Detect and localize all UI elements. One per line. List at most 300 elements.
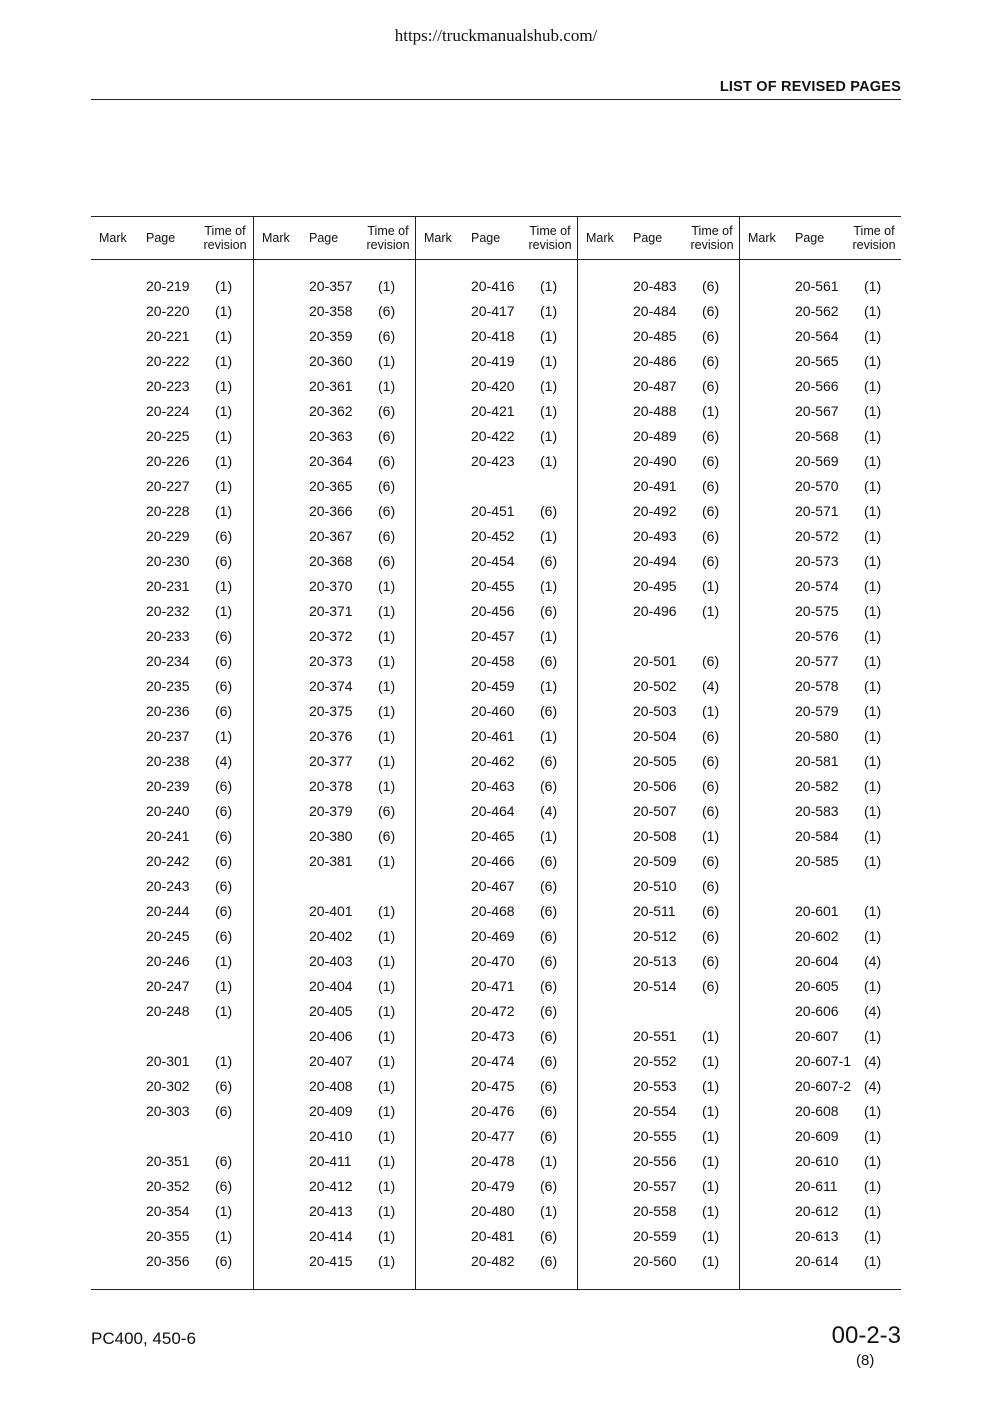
revision-cell: (6) — [215, 1103, 233, 1119]
revision-cell: (1) — [215, 1203, 233, 1219]
revision-cell: (6) — [215, 528, 233, 544]
page-cell: 20-228 — [146, 503, 190, 519]
page-cell: 20-240 — [146, 803, 190, 819]
table-row — [254, 775, 416, 800]
page-cell: 20-494 — [633, 553, 677, 569]
table-row — [416, 325, 578, 350]
page-cell: 20-551 — [633, 1028, 677, 1044]
page-cell: 20-609 — [795, 1128, 839, 1144]
table-row — [740, 1225, 902, 1250]
page-cell: 20-361 — [309, 378, 353, 394]
table-row — [254, 1025, 416, 1050]
page-cell: 20-570 — [795, 478, 839, 494]
table-row — [91, 875, 253, 900]
column-header-time-line2: revision — [690, 238, 734, 252]
table-row — [740, 1200, 902, 1225]
table-row — [254, 950, 416, 975]
page-cell: 20-469 — [471, 928, 515, 944]
table-row — [416, 525, 578, 550]
table-row — [740, 700, 902, 725]
page-cell: 20-478 — [471, 1153, 515, 1169]
table-row — [416, 450, 578, 475]
table-rows — [740, 275, 902, 1275]
revision-cell: (6) — [702, 978, 720, 994]
page-cell: 20-490 — [633, 453, 677, 469]
table-row — [254, 975, 416, 1000]
page-cell: 20-414 — [309, 1228, 353, 1244]
table-row — [254, 875, 416, 900]
table-row — [578, 425, 740, 450]
page-cell: 20-235 — [146, 678, 190, 694]
revision-cell: (6) — [378, 303, 396, 319]
revision-cell: (1) — [702, 1128, 720, 1144]
revision-cell: (6) — [702, 503, 720, 519]
table-row — [578, 275, 740, 300]
page-cell: 20-404 — [309, 978, 353, 994]
table-row — [416, 1250, 578, 1275]
revision-cell: (1) — [864, 578, 882, 594]
page-cell: 20-487 — [633, 378, 677, 394]
page-cell: 20-419 — [471, 353, 515, 369]
table-row — [254, 300, 416, 325]
revision-cell: (4) — [702, 678, 720, 694]
page-cell: 20-229 — [146, 528, 190, 544]
revision-cell: (6) — [540, 778, 558, 794]
table-row — [416, 1075, 578, 1100]
revision-cell: (1) — [540, 353, 558, 369]
table-row — [254, 350, 416, 375]
revision-cell: (1) — [702, 1053, 720, 1069]
table-row — [91, 800, 253, 825]
table-row — [740, 725, 902, 750]
revision-cell: (1) — [702, 1203, 720, 1219]
table-row — [91, 300, 253, 325]
table-row — [91, 1025, 253, 1050]
table-row — [578, 650, 740, 675]
table-row — [578, 375, 740, 400]
page-cell: 20-370 — [309, 578, 353, 594]
table-row — [91, 650, 253, 675]
revision-cell: (6) — [215, 1253, 233, 1269]
revision-cell: (6) — [378, 403, 396, 419]
revision-cell: (6) — [702, 378, 720, 394]
table-row — [740, 875, 902, 900]
table-row — [91, 350, 253, 375]
table-row — [416, 425, 578, 450]
table-row — [740, 775, 902, 800]
revision-cell: (1) — [702, 603, 720, 619]
revision-cell: (1) — [864, 803, 882, 819]
revision-cell: (1) — [864, 353, 882, 369]
page-cell: 20-506 — [633, 778, 677, 794]
page-cell: 20-555 — [633, 1128, 677, 1144]
table-row — [91, 775, 253, 800]
page-cell: 20-237 — [146, 728, 190, 744]
table-row — [578, 850, 740, 875]
page-cell: 20-486 — [633, 353, 677, 369]
table-row — [416, 775, 578, 800]
page-cell: 20-239 — [146, 778, 190, 794]
revision-cell: (1) — [378, 903, 396, 919]
page-cell: 20-612 — [795, 1203, 839, 1219]
revision-cell: (1) — [702, 578, 720, 594]
table-row — [91, 1000, 253, 1025]
table-row — [254, 1075, 416, 1100]
revision-cell: (4) — [864, 1078, 882, 1094]
table-row — [740, 1000, 902, 1025]
table-row — [740, 850, 902, 875]
column-header-mark: Mark — [748, 231, 776, 245]
revision-cell: (1) — [864, 1153, 882, 1169]
page-cell: 20-495 — [633, 578, 677, 594]
page-title: LIST OF REVISED PAGES — [719, 79, 901, 95]
page-cell: 20-512 — [633, 928, 677, 944]
revision-cell: (1) — [702, 1228, 720, 1244]
page-cell: 20-468 — [471, 903, 515, 919]
revision-cell: (1) — [378, 953, 396, 969]
revision-cell: (6) — [215, 903, 233, 919]
page-cell: 20-375 — [309, 703, 353, 719]
revision-cell: (6) — [540, 1253, 558, 1269]
revision-cell: (6) — [540, 703, 558, 719]
revision-cell: (6) — [702, 853, 720, 869]
table-row — [740, 650, 902, 675]
revision-cell: (1) — [378, 678, 396, 694]
revision-cell: (1) — [864, 403, 882, 419]
table-row — [578, 725, 740, 750]
revision-cell: (1) — [702, 1253, 720, 1269]
page-cell: 20-558 — [633, 1203, 677, 1219]
page-cell: 20-613 — [795, 1228, 839, 1244]
table-row — [416, 1150, 578, 1175]
page-cell: 20-502 — [633, 678, 677, 694]
table-row — [91, 1250, 253, 1275]
column-header-time-line2: revision — [528, 238, 572, 252]
revision-cell: (1) — [864, 1228, 882, 1244]
page-cell: 20-236 — [146, 703, 190, 719]
table-row — [416, 1025, 578, 1050]
page-cell: 20-451 — [471, 503, 515, 519]
page-cell: 20-474 — [471, 1053, 515, 1069]
table-row — [740, 275, 902, 300]
page-cell: 20-580 — [795, 728, 839, 744]
table-row — [416, 1100, 578, 1125]
revision-cell: (1) — [378, 1128, 396, 1144]
page-cell: 20-511 — [633, 903, 676, 919]
page-cell: 20-224 — [146, 403, 190, 419]
revision-cell: (1) — [215, 303, 233, 319]
column-header-page: Page — [146, 231, 176, 245]
page-cell: 20-243 — [146, 878, 190, 894]
revision-cell: (1) — [864, 503, 882, 519]
table-row — [416, 825, 578, 850]
revision-cell: (1) — [215, 453, 233, 469]
table-row — [740, 675, 902, 700]
page-revision: (8) — [856, 1352, 875, 1369]
table-row — [254, 500, 416, 525]
revision-cell: (1) — [864, 753, 882, 769]
table-row — [91, 400, 253, 425]
table-row — [578, 300, 740, 325]
revision-cell: (6) — [702, 903, 720, 919]
table-rows — [254, 275, 416, 1275]
page-cell: 20-477 — [471, 1128, 515, 1144]
revision-cell: (1) — [215, 503, 233, 519]
page-cell: 20-413 — [309, 1203, 353, 1219]
table-row — [91, 975, 253, 1000]
table-row — [416, 300, 578, 325]
revision-cell: (6) — [702, 428, 720, 444]
revision-cell: (1) — [378, 1053, 396, 1069]
table-row — [578, 825, 740, 850]
table-row — [91, 450, 253, 475]
revision-cell: (1) — [864, 928, 882, 944]
page-cell: 20-376 — [309, 728, 353, 744]
table-row — [91, 825, 253, 850]
page-cell: 20-465 — [471, 828, 515, 844]
page-cell: 20-409 — [309, 1103, 353, 1119]
table-row — [91, 1125, 253, 1150]
revision-cell: (6) — [215, 553, 233, 569]
page-cell: 20-466 — [471, 853, 515, 869]
revision-cell: (1) — [378, 1078, 396, 1094]
revision-cell: (6) — [540, 928, 558, 944]
page-cell: 20-373 — [309, 653, 353, 669]
column-group — [253, 217, 416, 1289]
page-cell: 20-607-1 — [795, 1053, 852, 1069]
page-cell: 20-475 — [471, 1078, 515, 1094]
page-cell: 20-417 — [471, 303, 515, 319]
table-row — [91, 275, 253, 300]
page-cell: 20-504 — [633, 728, 677, 744]
page-cell: 20-556 — [633, 1153, 677, 1169]
table-row — [578, 950, 740, 975]
page-cell: 20-418 — [471, 328, 515, 344]
column-header-time-of-revision — [362, 217, 414, 259]
page-cell: 20-248 — [146, 1003, 190, 1019]
revision-cell: (1) — [215, 403, 233, 419]
revision-cell: (1) — [378, 1103, 396, 1119]
revision-cell: (6) — [702, 278, 720, 294]
table-row — [254, 925, 416, 950]
revision-cell: (1) — [864, 378, 882, 394]
revision-cell: (6) — [378, 553, 396, 569]
page-cell: 20-611 — [795, 1178, 838, 1194]
page-cell: 20-401 — [309, 903, 353, 919]
revision-cell: (6) — [215, 653, 233, 669]
column-group — [91, 217, 253, 1289]
revision-cell: (6) — [540, 1053, 558, 1069]
table-row — [416, 625, 578, 650]
table-row — [254, 575, 416, 600]
table-row — [740, 500, 902, 525]
revision-cell: (1) — [378, 378, 396, 394]
table-row — [416, 650, 578, 675]
table-row — [740, 475, 902, 500]
revision-cell: (1) — [540, 453, 558, 469]
revision-cell: (6) — [215, 1153, 233, 1169]
revision-cell: (1) — [378, 1003, 396, 1019]
page-cell: 20-574 — [795, 578, 839, 594]
revision-cell: (4) — [864, 1003, 882, 1019]
table-row — [91, 850, 253, 875]
page-cell: 20-241 — [146, 828, 190, 844]
column-header-time-line1: Time of — [367, 224, 409, 238]
page-cell: 20-482 — [471, 1253, 515, 1269]
table-row — [578, 925, 740, 950]
page-cell: 20-583 — [795, 803, 839, 819]
revision-cell: (6) — [702, 553, 720, 569]
revision-cell: (6) — [215, 853, 233, 869]
revision-cell: (6) — [378, 528, 396, 544]
page-cell: 20-559 — [633, 1228, 677, 1244]
revision-cell: (6) — [215, 803, 233, 819]
table-row — [91, 600, 253, 625]
revision-cell: (6) — [702, 953, 720, 969]
page-cell: 20-420 — [471, 378, 515, 394]
page-cell: 20-481 — [471, 1228, 515, 1244]
revision-cell: (1) — [864, 703, 882, 719]
page-cell: 20-464 — [471, 803, 515, 819]
table-row — [578, 1150, 740, 1175]
revision-cell: (1) — [378, 753, 396, 769]
revision-cell: (4) — [540, 803, 558, 819]
table-row — [416, 475, 578, 500]
revision-cell: (1) — [378, 653, 396, 669]
revision-cell: (1) — [378, 1253, 396, 1269]
table-row — [416, 350, 578, 375]
page-cell: 20-379 — [309, 803, 353, 819]
revision-cell: (1) — [215, 478, 233, 494]
revision-cell: (1) — [864, 628, 882, 644]
revision-cell: (6) — [702, 453, 720, 469]
revision-cell: (1) — [215, 428, 233, 444]
column-header-time-of-revision — [199, 217, 251, 259]
page-cell: 20-225 — [146, 428, 190, 444]
table-row — [254, 850, 416, 875]
table-row — [416, 975, 578, 1000]
revision-cell: (1) — [540, 528, 558, 544]
page-cell: 20-362 — [309, 403, 353, 419]
page-cell: 20-220 — [146, 303, 190, 319]
revision-cell: (1) — [864, 828, 882, 844]
table-row — [740, 550, 902, 575]
page-cell: 20-244 — [146, 903, 190, 919]
page-cell: 20-377 — [309, 753, 353, 769]
revision-cell: (1) — [702, 1028, 720, 1044]
page-cell: 20-610 — [795, 1153, 839, 1169]
page-cell: 20-301 — [146, 1053, 190, 1069]
page-cell: 20-460 — [471, 703, 515, 719]
page-cell: 20-513 — [633, 953, 677, 969]
column-group — [739, 217, 902, 1289]
page-cell: 20-561 — [795, 278, 839, 294]
page-cell: 20-510 — [633, 878, 677, 894]
page-cell: 20-493 — [633, 528, 677, 544]
page-cell: 20-363 — [309, 428, 353, 444]
page-cell: 20-608 — [795, 1103, 839, 1119]
revision-cell: (6) — [540, 853, 558, 869]
table-row — [91, 1175, 253, 1200]
table-row — [416, 1200, 578, 1225]
revision-cell: (6) — [540, 503, 558, 519]
column-header-mark: Mark — [262, 231, 290, 245]
revision-cell: (1) — [378, 1203, 396, 1219]
page-cell: 20-422 — [471, 428, 515, 444]
table-row — [254, 725, 416, 750]
page-cell: 20-372 — [309, 628, 353, 644]
column-header-time-line1: Time of — [529, 224, 571, 238]
page-cell: 20-456 — [471, 603, 515, 619]
table-row — [254, 625, 416, 650]
revision-cell: (1) — [864, 853, 882, 869]
page-cell: 20-245 — [146, 928, 190, 944]
revision-cell: (6) — [215, 828, 233, 844]
page-cell: 20-476 — [471, 1103, 515, 1119]
table-row — [578, 1050, 740, 1075]
table-row — [578, 1250, 740, 1275]
page-cell: 20-491 — [633, 478, 677, 494]
page-cell: 20-479 — [471, 1178, 515, 1194]
table-row — [578, 1225, 740, 1250]
table-row — [578, 400, 740, 425]
page-cell: 20-605 — [795, 978, 839, 994]
table-row — [254, 675, 416, 700]
revision-cell: (1) — [215, 728, 233, 744]
page-cell: 20-462 — [471, 753, 515, 769]
page-cell: 20-507 — [633, 803, 677, 819]
revision-cell: (6) — [702, 328, 720, 344]
table-row — [254, 600, 416, 625]
page-cell: 20-607 — [795, 1028, 839, 1044]
revision-cell: (1) — [215, 328, 233, 344]
table-row — [740, 950, 902, 975]
table-row — [91, 500, 253, 525]
revision-cell: (1) — [540, 403, 558, 419]
revision-cell: (1) — [378, 628, 396, 644]
table-rows — [416, 275, 578, 1275]
page-cell: 20-410 — [309, 1128, 353, 1144]
page-cell: 20-227 — [146, 478, 190, 494]
revision-cell: (6) — [702, 778, 720, 794]
table-row — [254, 700, 416, 725]
page-cell: 20-454 — [471, 553, 515, 569]
revision-cell: (1) — [215, 1003, 233, 1019]
revision-cell: (6) — [540, 953, 558, 969]
column-header-time-line2: revision — [366, 238, 410, 252]
page-cell: 20-222 — [146, 353, 190, 369]
revision-cell: (1) — [378, 1028, 396, 1044]
page-cell: 20-355 — [146, 1228, 190, 1244]
revision-cell: (6) — [540, 1178, 558, 1194]
revision-cell: (1) — [864, 978, 882, 994]
revision-cell: (1) — [378, 603, 396, 619]
page-cell: 20-483 — [633, 278, 677, 294]
table-row — [91, 1225, 253, 1250]
revision-cell: (1) — [864, 1203, 882, 1219]
table-row — [740, 975, 902, 1000]
table-row — [254, 750, 416, 775]
page-cell: 20-381 — [309, 853, 353, 869]
table-row — [578, 525, 740, 550]
table-row — [416, 1175, 578, 1200]
table-row — [91, 1100, 253, 1125]
page-cell: 20-408 — [309, 1078, 353, 1094]
column-header-mark: Mark — [424, 231, 452, 245]
revision-cell: (1) — [540, 1203, 558, 1219]
table-row — [91, 700, 253, 725]
page-cell: 20-378 — [309, 778, 353, 794]
